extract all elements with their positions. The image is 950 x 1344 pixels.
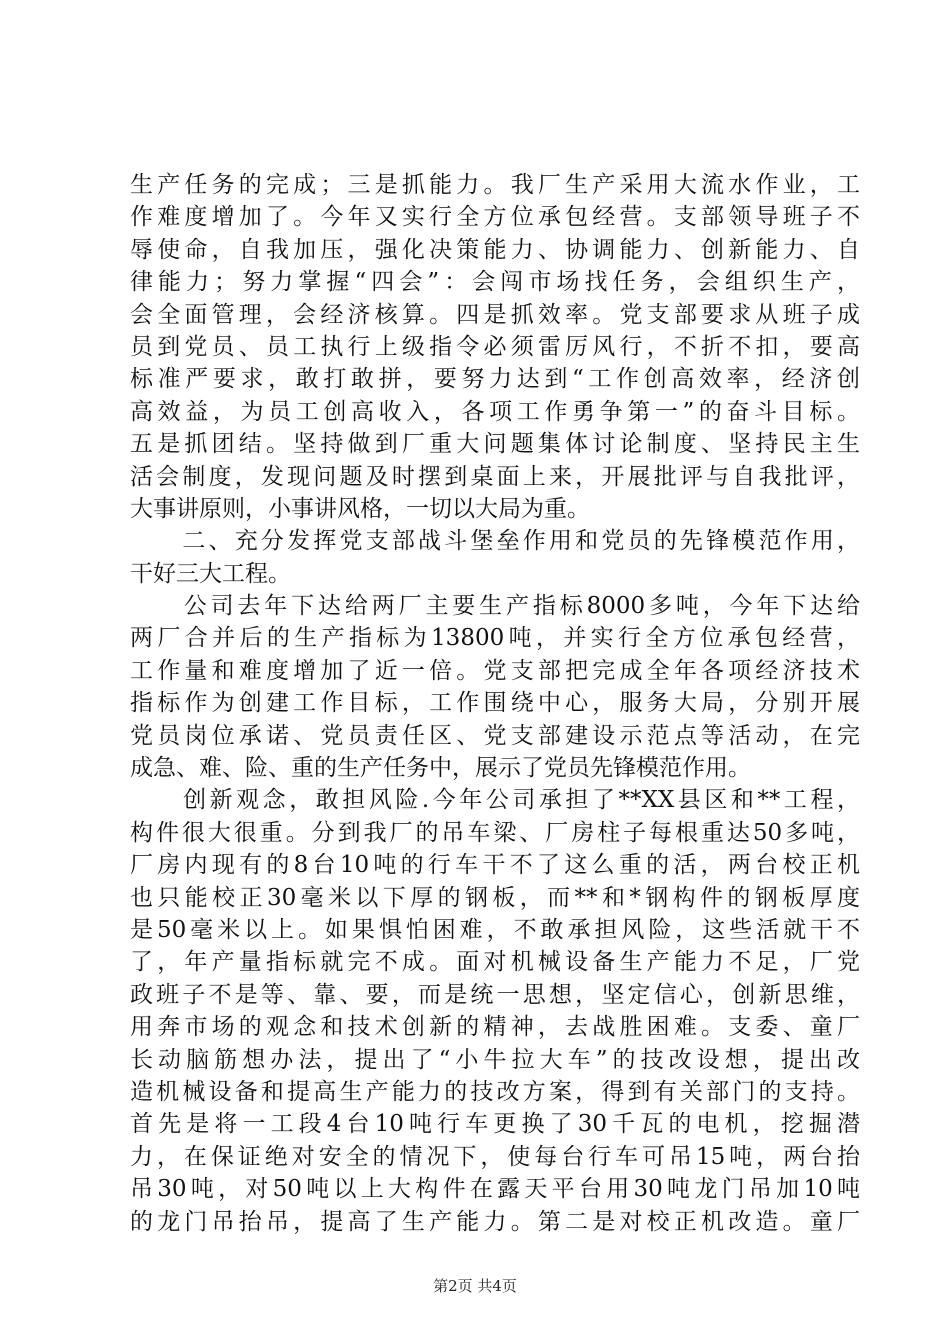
text-line: 创新观念，敢担风险.今年公司承担了**XX县区和**工程，: [130, 787, 860, 814]
text-line: 的龙门吊抬吊，提高了生产能力。第二是对校正机改造。童厂: [130, 1208, 860, 1235]
text-line: 生产任务的完成；三是抓能力。我厂生产采用大流水作业，工: [130, 172, 860, 198]
text-line: 高效益，为员工创高收入，各项工作勇争第一”的奋斗目标。: [130, 398, 860, 425]
text-line: 员到党员、员工执行上级指令必须雷厉风行，不折不扣，要高: [130, 333, 860, 360]
text-line: 构件很大很重。分到我厂的吊车梁、厂房柱子每根重达50多吨，: [130, 819, 860, 846]
text-line: 工作量和难度增加了近一倍。党支部把完成全年各项经济技术: [130, 657, 860, 684]
text-line: 标准严要求，敢打敢拼，要努力达到“工作创高效率，经济创: [130, 366, 860, 393]
text-line: 首先是将一工段4台10吨行车更换了30千瓦的电机，挖掘潜: [130, 1111, 860, 1138]
text-line: 指标作为创建工作目标，工作围绕中心，服务大局，分别开展: [130, 690, 860, 717]
text-line: 党员岗位承诺、党员责任区、党支部建设示范点等活动，在完: [130, 722, 860, 749]
text-line: 两厂合并后的生产指标为13800吨，并实行全方位承包经营，: [130, 625, 860, 652]
text-line: 五是抓团结。坚持做到厂重大问题集体讨论制度、坚持民主生: [130, 431, 860, 458]
text-line: 了，年产量指标就完不成。面对机械设备生产能力不足，厂党: [130, 949, 860, 976]
text-line: 公司去年下达给两厂主要生产指标8000多吨，今年下达给: [130, 593, 860, 620]
text-line: 干好三大工程。: [130, 560, 291, 587]
text-line: 辱使命，自我加压，强化决策能力、协调能力、创新能力、自: [130, 236, 860, 263]
text-line: 用奔市场的观念和技术创新的精神，去战胜困难。支委、童厂: [130, 1014, 860, 1041]
text-line: 造机械设备和提高生产能力的技改方案，得到有关部门的支持。: [130, 1078, 860, 1105]
text-line: 政班子不是等、靠、要，而是统一思想，坚定信心，创新思维，: [130, 981, 860, 1008]
page-footer: 第2页 共4页: [433, 1277, 517, 1295]
text-line: 活会制度，发现问题及时摆到桌面上来，开展批评与自我批评，: [130, 463, 860, 490]
text-line: 会全面管理，会经济核算。四是抓效率。党支部要求从班子成: [130, 301, 860, 328]
text-line: 成急、难、险、重的生产任务中，展示了党员先锋模范作用。: [130, 755, 751, 782]
text-line: 厂房内现有的8台10吨的行车干不了这么重的活，两台校正机: [130, 852, 860, 879]
text-line: 是50毫米以上。如果惧怕困难，不敢承担风险，这些活就干不: [130, 916, 860, 943]
text-line: 吊30吨，对50吨以上大构件在露天平台用30吨龙门吊加10吨: [130, 1176, 860, 1203]
text-line: 也只能校正30毫米以下厚的钢板，而**和*钢构件的钢板厚度: [130, 884, 860, 911]
text-line: 作难度增加了。今年又实行全方位承包经营。支部领导班子不: [130, 204, 860, 231]
text-line: 长动脑筋想办法，提出了“小牛拉大车”的技改设想，提出改: [130, 1046, 860, 1073]
text-line: 大事讲原则，小事讲风格，一切以大局为重。: [130, 495, 590, 522]
text-line: 律能力；努力掌握“四会”：会闯市场找任务，会组织生产，: [130, 269, 860, 296]
text-line: 力，在保证绝对安全的情况下，使每台行车可吊15吨，两台抬: [130, 1143, 860, 1170]
document-body: [130, 169, 860, 1238]
text-line: 二、充分发挥党支部战斗堡垒作用和党员的先锋模范作用，: [130, 528, 860, 555]
